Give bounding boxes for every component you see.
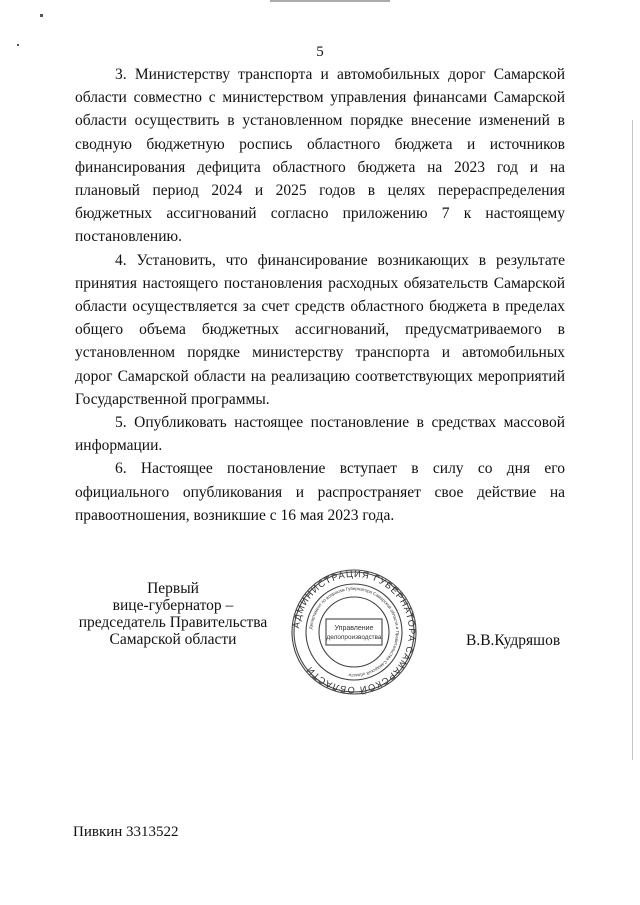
seal-center-line: делопроизводства [326,634,382,641]
executor-contact: Пивкин 3313522 [73,824,179,840]
seal-outer-text: АДМИНИСТРАЦИЯ ГУБЕРНАТОРА САМАРСКОЙ ОБЛАСТИ [291,568,418,696]
position-line: председатель Правительства [78,614,268,631]
position-line: Первый [147,580,199,597]
document-body [75,63,565,527]
page-number: 5 [316,44,324,60]
paragraph-5: 5. Опубликовать настоящее постановление в средствах массовой информации. [75,414,565,455]
scan-artifact [40,14,43,17]
paragraph-3: 3. Министерству транспорта и автомобильных дорог Самарской области совместно с министерством управления финансами Самарской области осуществить в установленном порядке внесение изменений в сводную бюджетную роспись областного бюджета и источников финансирования дефицита областного бюджета на 2023 год и на плановый период 2024 и 2025 годов в целях перераспределения бюджетных ассигнований согласно приложению 7 к настоящему постановлению. [75,66,565,246]
paragraph-4: 4. Установить, что финансирование возникающих в результате принятия настоящего постановления расходных обязательств Самарской области осуществляется за счет средств областного бюджета в пределах общего объема бюджетных ассигнований, предусматриваемого в установленном порядке министерству транспорта и автомобильных дорог Самарской области на реализацию соответствующих мероприятий Государственной программы. [75,251,565,408]
official-seal [290,568,418,696]
signer-name: В.В.Кудряшов [466,632,561,649]
paragraph-6: 6. Настоящее постановление вступает в силу со дня его официального опубликования и распространяет свое действие на правоотношения, возникшие с 16 мая 2023 года. [75,460,565,524]
seal-inner-text: Департамент по вопросам Губернатора Самарской области и Правительства Самарской области [308,585,401,679]
seal-center-line: Управление [334,625,374,632]
position-line: вице-губернатор – [112,597,234,614]
signer-position [78,580,268,648]
scan-artifact [270,0,390,2]
position-line: Самарской области [109,631,237,648]
scan-artifact [17,44,19,46]
